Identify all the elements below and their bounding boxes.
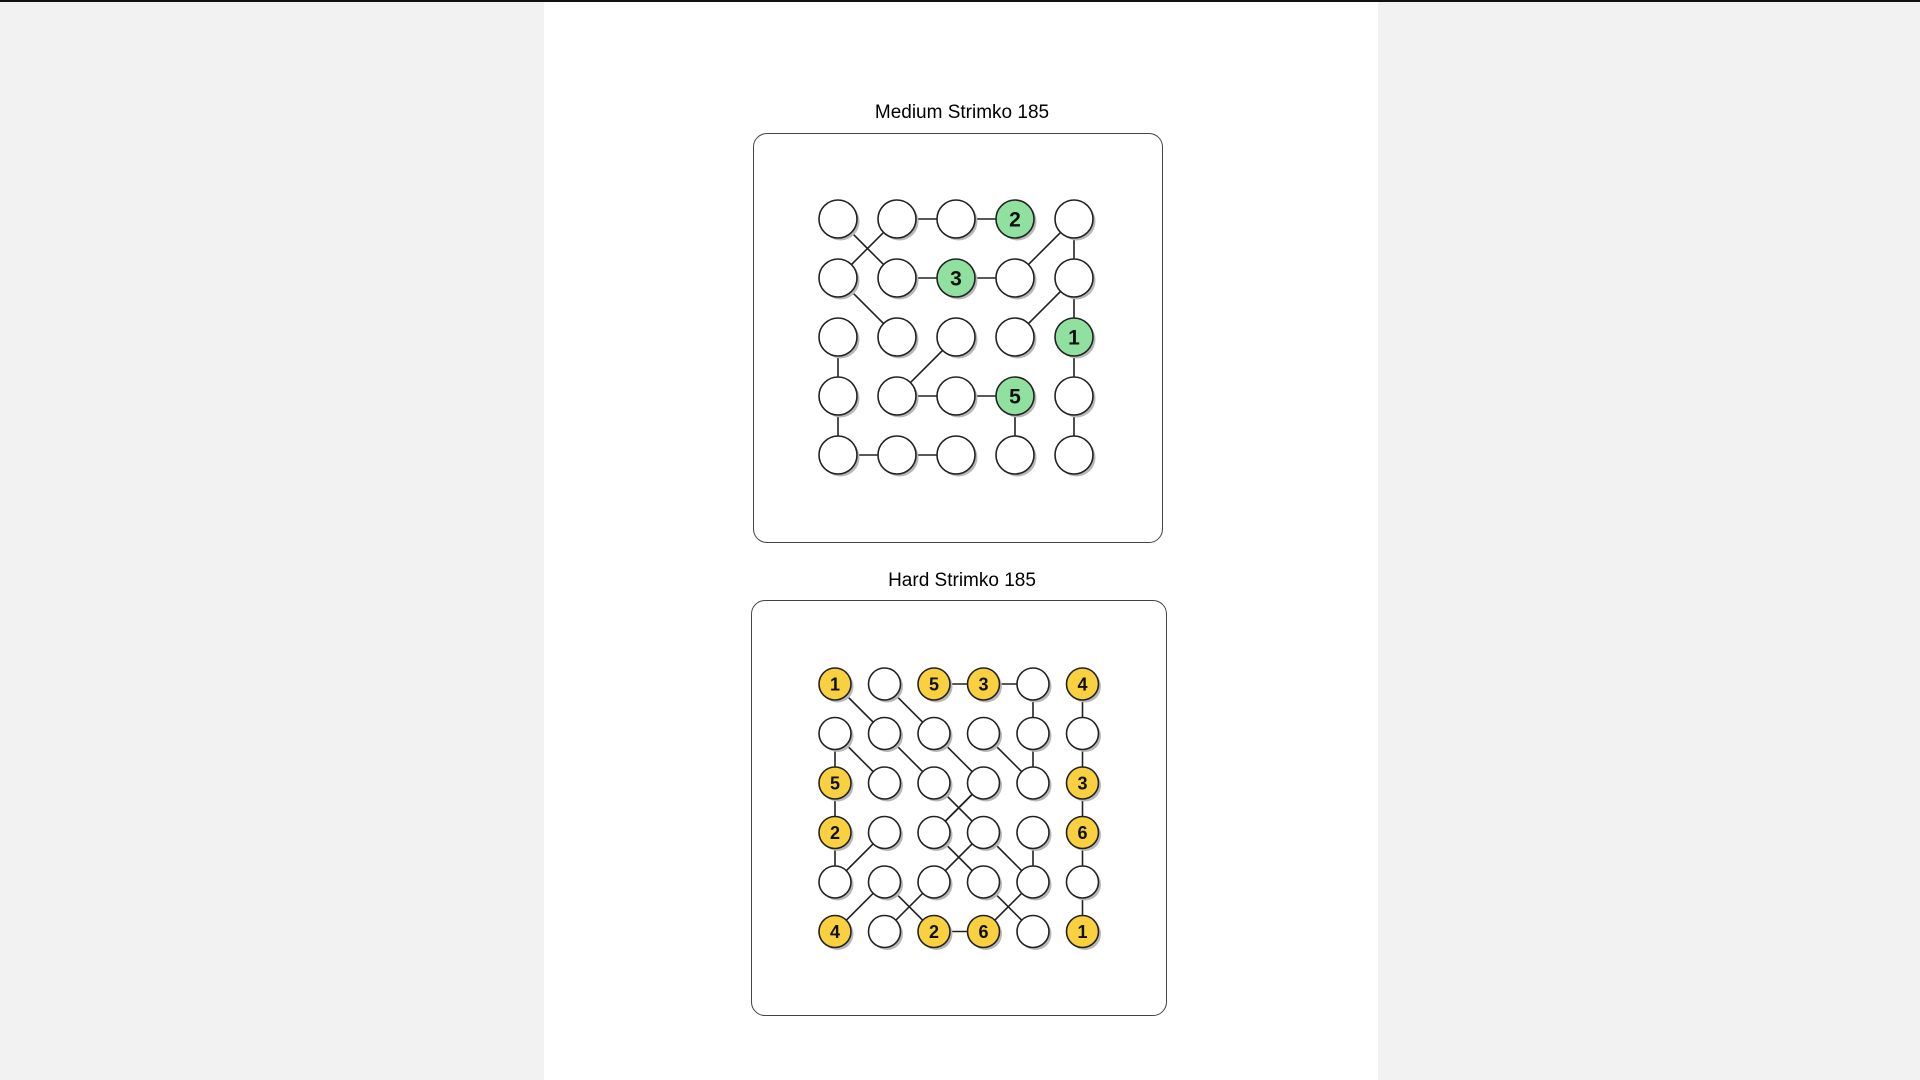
medium-empty-cell[interactable] bbox=[1055, 200, 1093, 238]
hard-given-number: 4 bbox=[1077, 674, 1088, 695]
hard-empty-cell[interactable] bbox=[918, 767, 950, 799]
medium-empty-cell[interactable] bbox=[937, 318, 975, 356]
medium-empty-cell[interactable] bbox=[937, 200, 975, 238]
medium-empty-cell[interactable] bbox=[1055, 259, 1093, 297]
medium-given-number: 1 bbox=[1068, 326, 1080, 350]
hard-puzzle-board bbox=[751, 600, 1167, 1016]
medium-given-number: 5 bbox=[1009, 385, 1021, 409]
hard-empty-cell[interactable] bbox=[1017, 916, 1049, 948]
hard-given-number: 3 bbox=[978, 674, 989, 695]
hard-given-number: 5 bbox=[928, 674, 940, 695]
medium-empty-cell[interactable] bbox=[819, 259, 857, 297]
hard-empty-cell[interactable] bbox=[869, 866, 901, 898]
hard-given-number: 6 bbox=[978, 921, 989, 942]
medium-puzzle-title: Medium Strimko 185 bbox=[874, 102, 1050, 123]
hard-given-number: 5 bbox=[829, 773, 841, 794]
hard-empty-cell[interactable] bbox=[1067, 718, 1099, 750]
medium-empty-cell[interactable] bbox=[996, 318, 1034, 356]
hard-empty-cell[interactable] bbox=[869, 668, 901, 700]
hard-empty-cell[interactable] bbox=[1017, 817, 1049, 849]
hard-empty-cell[interactable] bbox=[1017, 767, 1049, 799]
hard-empty-cell[interactable] bbox=[869, 817, 901, 849]
hard-empty-cell[interactable] bbox=[869, 718, 901, 750]
hard-empty-cell[interactable] bbox=[819, 718, 851, 750]
medium-empty-cell[interactable] bbox=[996, 436, 1034, 474]
hard-given-number: 2 bbox=[928, 921, 940, 942]
medium-empty-cell[interactable] bbox=[1055, 377, 1093, 415]
puzzle-sheet bbox=[544, 2, 1378, 1080]
hard-given-number: 6 bbox=[1077, 822, 1088, 843]
medium-empty-cell[interactable] bbox=[937, 377, 975, 415]
hard-empty-cell[interactable] bbox=[918, 866, 950, 898]
hard-empty-cell[interactable] bbox=[1017, 718, 1049, 750]
medium-given-number: 2 bbox=[1009, 208, 1021, 232]
medium-empty-cell[interactable] bbox=[996, 259, 1034, 297]
hard-given-number: 4 bbox=[829, 921, 841, 942]
medium-empty-cell[interactable] bbox=[878, 259, 916, 297]
medium-empty-cell[interactable] bbox=[819, 436, 857, 474]
hard-empty-cell[interactable] bbox=[819, 866, 851, 898]
medium-empty-cell[interactable] bbox=[878, 318, 916, 356]
medium-empty-cell[interactable] bbox=[878, 436, 916, 474]
hard-empty-cell[interactable] bbox=[1017, 866, 1049, 898]
medium-empty-cell[interactable] bbox=[819, 377, 857, 415]
medium-empty-cell[interactable] bbox=[1055, 436, 1093, 474]
hard-puzzle-grid bbox=[752, 601, 1168, 1017]
hard-empty-cell[interactable] bbox=[968, 817, 1000, 849]
medium-empty-cell[interactable] bbox=[937, 436, 975, 474]
hard-given-number: 3 bbox=[1077, 773, 1088, 794]
hard-given-number: 2 bbox=[829, 822, 841, 843]
medium-empty-cell[interactable] bbox=[819, 318, 857, 356]
medium-puzzle-grid bbox=[754, 134, 1164, 544]
medium-given-number: 3 bbox=[950, 267, 962, 291]
hard-empty-cell[interactable] bbox=[869, 916, 901, 948]
hard-empty-cell[interactable] bbox=[968, 866, 1000, 898]
medium-puzzle-board bbox=[753, 133, 1163, 543]
medium-empty-cell[interactable] bbox=[878, 200, 916, 238]
hard-empty-cell[interactable] bbox=[1017, 668, 1049, 700]
hard-given-number: 1 bbox=[1077, 921, 1088, 942]
hard-empty-cell[interactable] bbox=[918, 718, 950, 750]
hard-puzzle-title: Hard Strimko 185 bbox=[888, 570, 1036, 591]
hard-empty-cell[interactable] bbox=[968, 767, 1000, 799]
medium-empty-cell[interactable] bbox=[819, 200, 857, 238]
hard-given-number: 1 bbox=[829, 674, 841, 695]
hard-empty-cell[interactable] bbox=[968, 718, 1000, 750]
hard-empty-cell[interactable] bbox=[869, 767, 901, 799]
hard-empty-cell[interactable] bbox=[1067, 866, 1099, 898]
medium-empty-cell[interactable] bbox=[878, 377, 916, 415]
hard-empty-cell[interactable] bbox=[918, 817, 950, 849]
